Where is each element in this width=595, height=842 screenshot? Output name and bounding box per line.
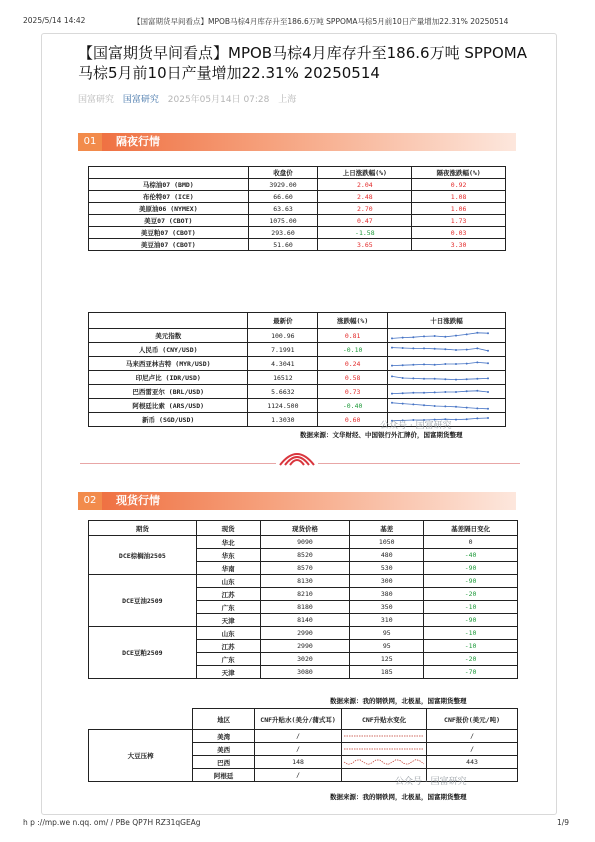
spot-region: 山东	[196, 575, 260, 588]
latest-price: 5.6632	[248, 385, 318, 399]
sparkline-point	[487, 391, 489, 393]
sparkline-cell	[388, 343, 506, 357]
cnf-premium: /	[255, 743, 342, 756]
latest-price: 1124.500	[248, 399, 318, 413]
currency-name: 新币 (SGD/USD)	[89, 413, 248, 427]
account-link[interactable]: 国富研究	[122, 95, 159, 105]
section-2-header	[78, 492, 516, 510]
sparkline-point	[476, 417, 478, 419]
sparkline-point	[455, 378, 457, 380]
sparkline-point	[455, 334, 457, 336]
sparkline-point	[412, 391, 414, 393]
fx-table	[88, 312, 506, 427]
section-1-title: 隔夜行情	[116, 135, 160, 148]
print-page-number: 1/9	[557, 818, 570, 827]
change-pct: -0.10	[318, 343, 388, 357]
sparkline-point	[434, 377, 436, 379]
close-price: 51.60	[248, 239, 318, 251]
currency-name: 美元指数	[89, 329, 248, 343]
group-label: 大豆压榨	[89, 730, 193, 782]
sparkline-line	[392, 402, 488, 408]
sparkline-point	[391, 401, 393, 403]
table-row	[89, 371, 506, 385]
latest-price: 4.3041	[248, 357, 318, 371]
cnf-premium-table	[88, 708, 518, 782]
basis-change: -40	[424, 549, 518, 562]
table-row	[89, 627, 518, 640]
sparkline-point	[466, 418, 468, 420]
close-price: 3929.00	[248, 179, 318, 191]
sparkline-point	[423, 363, 425, 365]
latest-price: 100.96	[248, 329, 318, 343]
sparkline-line	[392, 390, 488, 393]
print-timestamp: 2025/5/14 14:42	[23, 16, 86, 25]
print-page-title: 【国富期货早间看点】MPOB马棕4月库存升至186.6万吨 SPPOMA马棕5月前10日产量增加22.31% 20250514	[133, 17, 509, 26]
sparkline-point	[391, 392, 393, 394]
sparkline-point	[466, 406, 468, 408]
sparkline-line	[392, 332, 488, 338]
sparkline-chart	[388, 359, 492, 369]
section-1-header	[78, 133, 516, 151]
sparkline-point	[402, 392, 404, 394]
spot-region: 江苏	[196, 640, 260, 653]
col-header: 基差隔日变化	[424, 521, 518, 536]
cnf-quote: 443	[427, 756, 518, 769]
basis-value: 300	[350, 575, 424, 588]
col-header: 最新价	[248, 313, 318, 329]
basis-value: 530	[350, 562, 424, 575]
basis-value: 185	[350, 666, 424, 679]
col-header: CNF升贴水(美分/蒲式耳)	[255, 709, 342, 730]
currency-name: 印尼卢比 (IDR/USD)	[89, 371, 248, 385]
table-header-row	[89, 167, 506, 179]
table-header-row	[89, 521, 518, 536]
spot-basis-table	[88, 520, 518, 679]
basis-change: -10	[424, 601, 518, 614]
sparkline-point	[476, 331, 478, 333]
watermark: 公众号 · 国富研究	[395, 777, 467, 787]
table-row	[89, 179, 506, 191]
basis-value: 350	[350, 601, 424, 614]
cnf-source: 数据来源：我的钢铁网，北极星，国富期货整理	[330, 793, 467, 801]
prev-change: 2.70	[318, 203, 412, 215]
sparkline-point	[466, 390, 468, 392]
sparkline-point	[444, 335, 446, 337]
col-header: 期货	[89, 521, 197, 536]
spot-region: 广东	[196, 601, 260, 614]
publish-location: 上海	[278, 95, 297, 105]
sparkline-point	[412, 347, 414, 349]
close-price: 66.60	[248, 191, 318, 203]
sparkline-point	[487, 377, 489, 379]
spot-region: 华南	[196, 562, 260, 575]
spot-price: 8130	[260, 575, 350, 588]
change-pct: 0.81	[318, 329, 388, 343]
spot-price: 2990	[260, 640, 350, 653]
article-title: 【国富期货早间看点】MPOB马棕4月库存升至186.6万吨 SPPOMA马棕5月前10日产量增加22.31% 20250514	[78, 44, 527, 82]
basis-change: -20	[424, 588, 518, 601]
basis-change: -10	[424, 640, 518, 653]
night-change: 1.06	[412, 203, 506, 215]
table-row	[89, 343, 506, 357]
cnf-change-chart-cell	[342, 730, 427, 743]
table-row	[89, 239, 506, 251]
currency-name: 阿根廷比索 (ARS/USD)	[89, 399, 248, 413]
sparkline-cell	[388, 357, 506, 371]
sparkline-point	[391, 346, 393, 348]
sparkline-point	[412, 377, 414, 379]
spot-region: 天津	[196, 614, 260, 627]
spot-price: 3080	[260, 666, 350, 679]
sparkline-cell	[388, 385, 506, 399]
sparkline-point	[455, 363, 457, 365]
basis-change: -20	[424, 653, 518, 666]
sparkline-point	[423, 377, 425, 379]
sparkline-point	[423, 391, 425, 393]
spot-region: 华东	[196, 549, 260, 562]
sparkline-cell	[388, 329, 506, 343]
spot-price: 2990	[260, 627, 350, 640]
sparkline-point	[391, 375, 393, 377]
col-header: 涨跌幅(%)	[318, 313, 388, 329]
table-row	[89, 215, 506, 227]
prev-change: 0.47	[318, 215, 412, 227]
sparkline-point	[434, 363, 436, 365]
sparkline-point	[466, 348, 468, 350]
sparkline-point	[391, 337, 393, 339]
sparkline-chart	[388, 345, 492, 355]
watermark: 公众号 · 国富研究	[380, 421, 452, 431]
sparkline-point	[476, 377, 478, 379]
latest-price: 16512	[248, 371, 318, 385]
sparkline-point	[412, 336, 414, 338]
sparkline-point	[434, 335, 436, 337]
sparkline-point	[423, 347, 425, 349]
col-header: CNF报价(美元/吨)	[427, 709, 518, 730]
basis-change: 0	[424, 536, 518, 549]
sparkline-chart	[388, 331, 492, 341]
sparkline-point	[487, 417, 489, 419]
night-change: 0.92	[412, 179, 506, 191]
cnf-region: 阿根廷	[193, 769, 255, 782]
col-header	[89, 313, 248, 329]
night-change: 0.03	[412, 227, 506, 239]
col-header	[89, 167, 249, 179]
contract-name: 布伦特07 (ICE)	[89, 191, 249, 203]
sparkline-point	[402, 364, 404, 366]
sparkline-point	[487, 362, 489, 364]
contract-name: 美豆粕07 (CBOT)	[89, 227, 249, 239]
print-url: h p ://mp.we n.qq. om/ / PBe QP7H RZ31qGEAg	[23, 818, 201, 827]
spot-price: 3020	[260, 653, 350, 666]
currency-name: 人民币 (CNY/USD)	[89, 343, 248, 357]
table-row	[89, 203, 506, 215]
col-header: 隔夜涨跌幅(%)	[412, 167, 506, 179]
wave-emblem-icon	[276, 447, 318, 469]
sparkline-point	[423, 335, 425, 337]
col-header: 十日涨跌幅	[388, 313, 506, 329]
sparkline-point	[402, 336, 404, 338]
col-header: CNF升贴水变化	[342, 709, 427, 730]
basis-value: 1050	[350, 536, 424, 549]
table-row	[89, 329, 506, 343]
cnf-quote: /	[427, 730, 518, 743]
sparkline-point	[434, 391, 436, 393]
sparkline-point	[434, 405, 436, 407]
table-row	[89, 191, 506, 203]
spot-price: 8210	[260, 588, 350, 601]
sparkline-point	[466, 333, 468, 335]
col-header: 基差	[350, 521, 424, 536]
sparkline-point	[412, 363, 414, 365]
close-price: 63.63	[248, 203, 318, 215]
cnf-change-chart-cell	[342, 743, 427, 756]
spot-price: 8140	[260, 614, 350, 627]
publish-date: 2025年05月14日 07:28	[167, 95, 270, 105]
change-pct: 0.58	[318, 371, 388, 385]
sparkline-point	[466, 378, 468, 380]
basis-change: -90	[424, 614, 518, 627]
sparkline-point	[487, 332, 489, 334]
sparkline-line	[392, 362, 488, 365]
cnf-region: 巴西	[193, 756, 255, 769]
spot-region: 天津	[196, 666, 260, 679]
futures-contract: DCE豆粕2509	[89, 627, 197, 679]
basis-value: 380	[350, 588, 424, 601]
sparkline-point	[391, 364, 393, 366]
contract-name: 美原油06 (NYMEX)	[89, 203, 249, 215]
spot-region: 华北	[196, 536, 260, 549]
futures-contract: DCE棕榈油2505	[89, 536, 197, 575]
col-header: 现货	[196, 521, 260, 536]
night-change: 1.08	[412, 191, 506, 203]
sparkline-point	[444, 348, 446, 350]
cnf-quote: /	[427, 743, 518, 756]
change-pct: -0.40	[318, 399, 388, 413]
spot-region: 广东	[196, 653, 260, 666]
prev-change: -1.58	[318, 227, 412, 239]
sparkline-point	[402, 377, 404, 379]
spot-price: 8520	[260, 549, 350, 562]
sparkline-chart	[388, 387, 492, 397]
table-row	[89, 575, 518, 588]
col-header: 上日涨跌幅(%)	[318, 167, 412, 179]
sparkline-point	[444, 378, 446, 380]
sparkline-point	[455, 418, 457, 420]
sparkline-point	[412, 403, 414, 405]
close-price: 293.60	[248, 227, 318, 239]
basis-value: 310	[350, 614, 424, 627]
change-pct: 0.73	[318, 385, 388, 399]
section-1-number: 01	[78, 133, 102, 151]
prev-change: 2.48	[318, 191, 412, 203]
sparkline-cell	[388, 399, 506, 413]
basis-change: -10	[424, 627, 518, 640]
cnf-change-chart-cell	[342, 756, 427, 769]
sparkline-point	[444, 363, 446, 365]
section-2-number: 02	[78, 492, 102, 510]
table-row	[89, 536, 518, 549]
basis-change: -90	[424, 575, 518, 588]
spot-source: 数据来源：我的钢铁网，北极星，国富期货整理	[330, 697, 467, 705]
basis-change: -70	[424, 666, 518, 679]
latest-price: 1.3030	[248, 413, 318, 427]
col-header: 收盘价	[248, 167, 318, 179]
table-header-row	[89, 313, 506, 329]
sparkline-point	[402, 402, 404, 404]
spot-price: 9090	[260, 536, 350, 549]
futures-contract: DCE豆油2509	[89, 575, 197, 627]
article-meta	[78, 92, 302, 105]
sparkline-point	[423, 404, 425, 406]
spot-region: 山东	[196, 627, 260, 640]
contract-name: 马棕油07 (BMD)	[89, 179, 249, 191]
sparkline-point	[444, 391, 446, 393]
sparkline-point	[402, 347, 404, 349]
overnight-futures-table	[88, 166, 506, 251]
sparkline-point	[455, 405, 457, 407]
sparkline-point	[487, 349, 489, 351]
sparkline-point	[444, 405, 446, 407]
basis-value: 125	[350, 653, 424, 666]
table-row	[89, 399, 506, 413]
basis-change: -90	[424, 562, 518, 575]
contract-name: 美豆07 (CBOT)	[89, 215, 249, 227]
sparkline-line	[392, 376, 488, 379]
currency-name: 巴西雷亚尔 (BRL/USD)	[89, 385, 248, 399]
table-header-row	[89, 709, 518, 730]
sparkline-point	[455, 391, 457, 393]
cnf-change-sparkline	[342, 757, 426, 767]
sparkline-point	[434, 347, 436, 349]
sparkline-point	[476, 361, 478, 363]
basis-value: 95	[350, 640, 424, 653]
sparkline-point	[476, 347, 478, 349]
sparkline-line	[392, 347, 488, 350]
cnf-change-line	[344, 760, 424, 765]
latest-price: 7.1991	[248, 343, 318, 357]
sparkline-point	[476, 389, 478, 391]
table-row	[89, 730, 518, 743]
sparkline-point	[487, 407, 489, 409]
col-header: 地区	[193, 709, 255, 730]
night-change: 1.73	[412, 215, 506, 227]
basis-value: 480	[350, 549, 424, 562]
table-row	[89, 385, 506, 399]
cnf-premium: /	[255, 730, 342, 743]
prev-change: 2.04	[318, 179, 412, 191]
close-price: 1075.00	[248, 215, 318, 227]
author-label: 国富研究	[78, 95, 115, 105]
cnf-region: 美西	[193, 743, 255, 756]
cnf-change-sparkline	[342, 731, 426, 741]
blank-header	[89, 709, 193, 730]
spot-price: 8570	[260, 562, 350, 575]
spot-price: 8180	[260, 601, 350, 614]
basis-value: 95	[350, 627, 424, 640]
table-row	[89, 357, 506, 371]
sparkline-point	[476, 407, 478, 409]
sparkline-point	[455, 349, 457, 351]
change-pct: 0.24	[318, 357, 388, 371]
sparkline-chart	[388, 373, 492, 383]
cnf-change-sparkline	[342, 744, 426, 754]
contract-name: 美豆油07 (CBOT)	[89, 239, 249, 251]
spot-region: 江苏	[196, 588, 260, 601]
cnf-region: 美湾	[193, 730, 255, 743]
cnf-premium: 148	[255, 756, 342, 769]
sparkline-cell	[388, 371, 506, 385]
col-header: 现货价格	[260, 521, 350, 536]
night-change: 3.30	[412, 239, 506, 251]
section-1-source: 数据来源：文华财经、中国银行外汇牌价，国富期货整理	[300, 431, 463, 439]
currency-name: 马来西亚林吉特 (MYR/USD)	[89, 357, 248, 371]
section-2-title: 现货行情	[116, 494, 160, 507]
prev-change: 3.65	[318, 239, 412, 251]
sparkline-point	[466, 362, 468, 364]
table-row	[89, 227, 506, 239]
cnf-premium: /	[255, 769, 342, 782]
change-pct: 0.60	[318, 413, 388, 427]
sparkline-chart	[388, 401, 492, 411]
